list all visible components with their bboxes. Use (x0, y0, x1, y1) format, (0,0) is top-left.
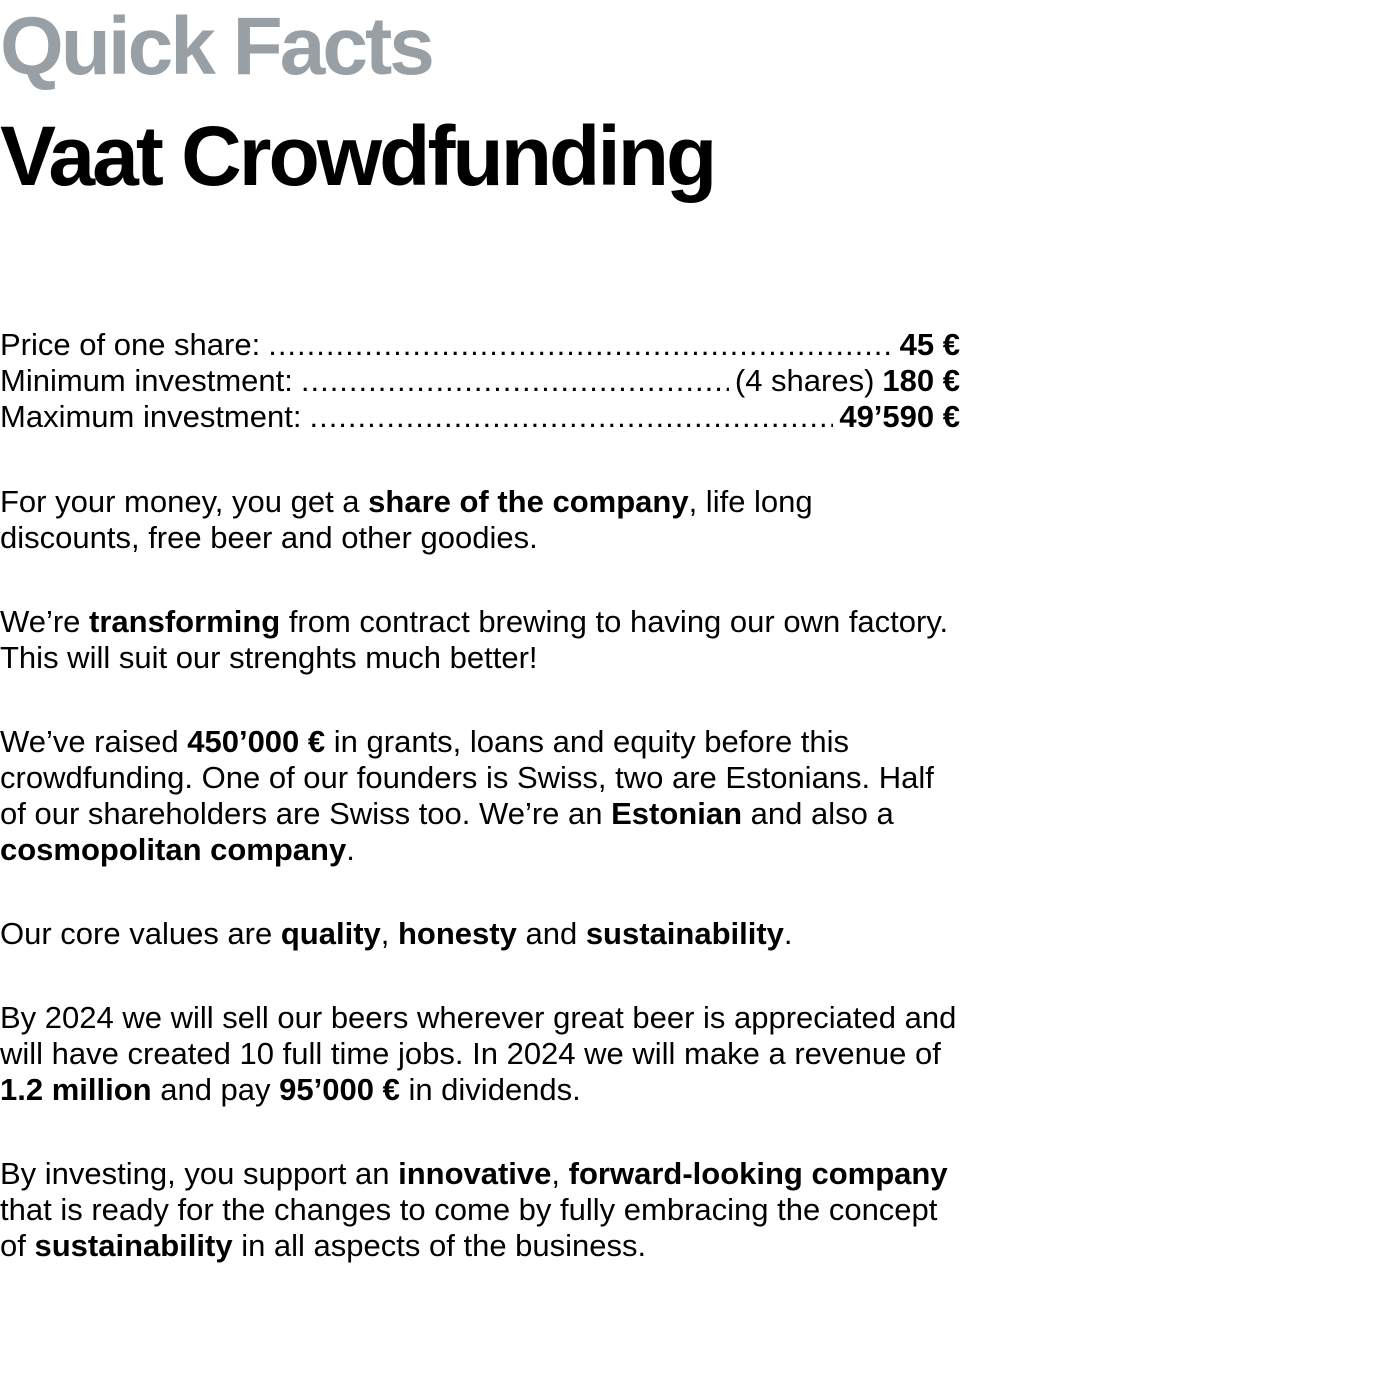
fact-row-price (0, 327, 960, 363)
paragraph-text: from contract brewing to having our own factory. This will suit our strenghts much better! (0, 604, 949, 675)
paragraph-investor-support (0, 1156, 960, 1264)
emphasis-text: honesty (398, 916, 517, 951)
paragraph-text: in dividends. (399, 1072, 581, 1107)
paragraph-text: Our core values are (0, 916, 281, 951)
investment-facts-list (0, 327, 960, 435)
paragraph-funding-history (0, 724, 960, 868)
emphasis-text: 95’000 € (279, 1072, 400, 1107)
fact-label: Minimum investment: (0, 363, 293, 398)
paragraph-text: and pay (151, 1072, 280, 1107)
fact-label: Maximum investment: (0, 399, 302, 434)
paragraph-text: in grants, loans and equity before this crowdfunding. One of our founders is Swiss, two are Estonians. Half of our shareholders are Swiss too. We’re an (0, 724, 934, 831)
dot-leader (268, 327, 893, 363)
paragraph-text: We’ve raised (0, 724, 188, 759)
paragraph-text: in all aspects of the business. (232, 1228, 647, 1263)
emphasis-text: innovative (398, 1156, 552, 1191)
fact-value: 45 € (899, 327, 960, 362)
emphasis-text: Estonian (611, 796, 743, 831)
dot-leader (309, 399, 833, 435)
paragraph-text: . (346, 832, 355, 867)
emphasis-text: transforming (89, 604, 281, 639)
body-copy (0, 484, 960, 1312)
section-kicker: Quick Facts (0, 1, 432, 92)
dot-leader (301, 363, 729, 399)
paragraph-share-benefits (0, 484, 960, 556)
fact-label: Price of one share: (0, 327, 261, 362)
emphasis-text: sustainability (34, 1228, 233, 1263)
paragraph-transformation (0, 604, 960, 676)
paragraph-text: . (783, 916, 793, 951)
emphasis-text: forward-looking company (568, 1156, 948, 1191)
paragraph-text: , life long discounts, free beer and other goodies. (0, 484, 813, 555)
emphasis-text: 1.2 million (0, 1072, 152, 1107)
paragraph-text: , (380, 916, 398, 951)
paragraph-text: By 2024 we will sell our beers wherever great beer is appreciated and will have created 10 full time jobs. In 2024 we will make a revenue of (0, 1000, 957, 1071)
emphasis-text: share of the company (368, 484, 689, 519)
paragraph-2024-goals (0, 1000, 960, 1108)
page-title: Vaat Crowdfunding (0, 109, 715, 203)
paragraph-text: and (516, 916, 586, 951)
paragraph-text: and also a (742, 796, 894, 831)
emphasis-text: sustainability (585, 916, 784, 951)
paragraph-text: , (551, 1156, 569, 1191)
emphasis-text: cosmopolitan company (0, 832, 347, 867)
paragraph-text: By investing, you support an (0, 1156, 399, 1191)
fact-value: 49’590 € (839, 399, 960, 434)
paragraph-core-values (0, 916, 960, 952)
fact-note: (4 shares) (734, 363, 875, 398)
paragraph-text: We’re (0, 604, 90, 639)
fact-value: 180 € (882, 363, 960, 398)
emphasis-text: 450’000 € (187, 724, 326, 759)
fact-row-minimum (0, 363, 960, 399)
paragraph-text: that is ready for the changes to come by fully embracing the concept of (0, 1192, 938, 1263)
emphasis-text: quality (280, 916, 381, 951)
paragraph-text: For your money, you get a (0, 484, 369, 519)
fact-row-maximum (0, 399, 960, 435)
